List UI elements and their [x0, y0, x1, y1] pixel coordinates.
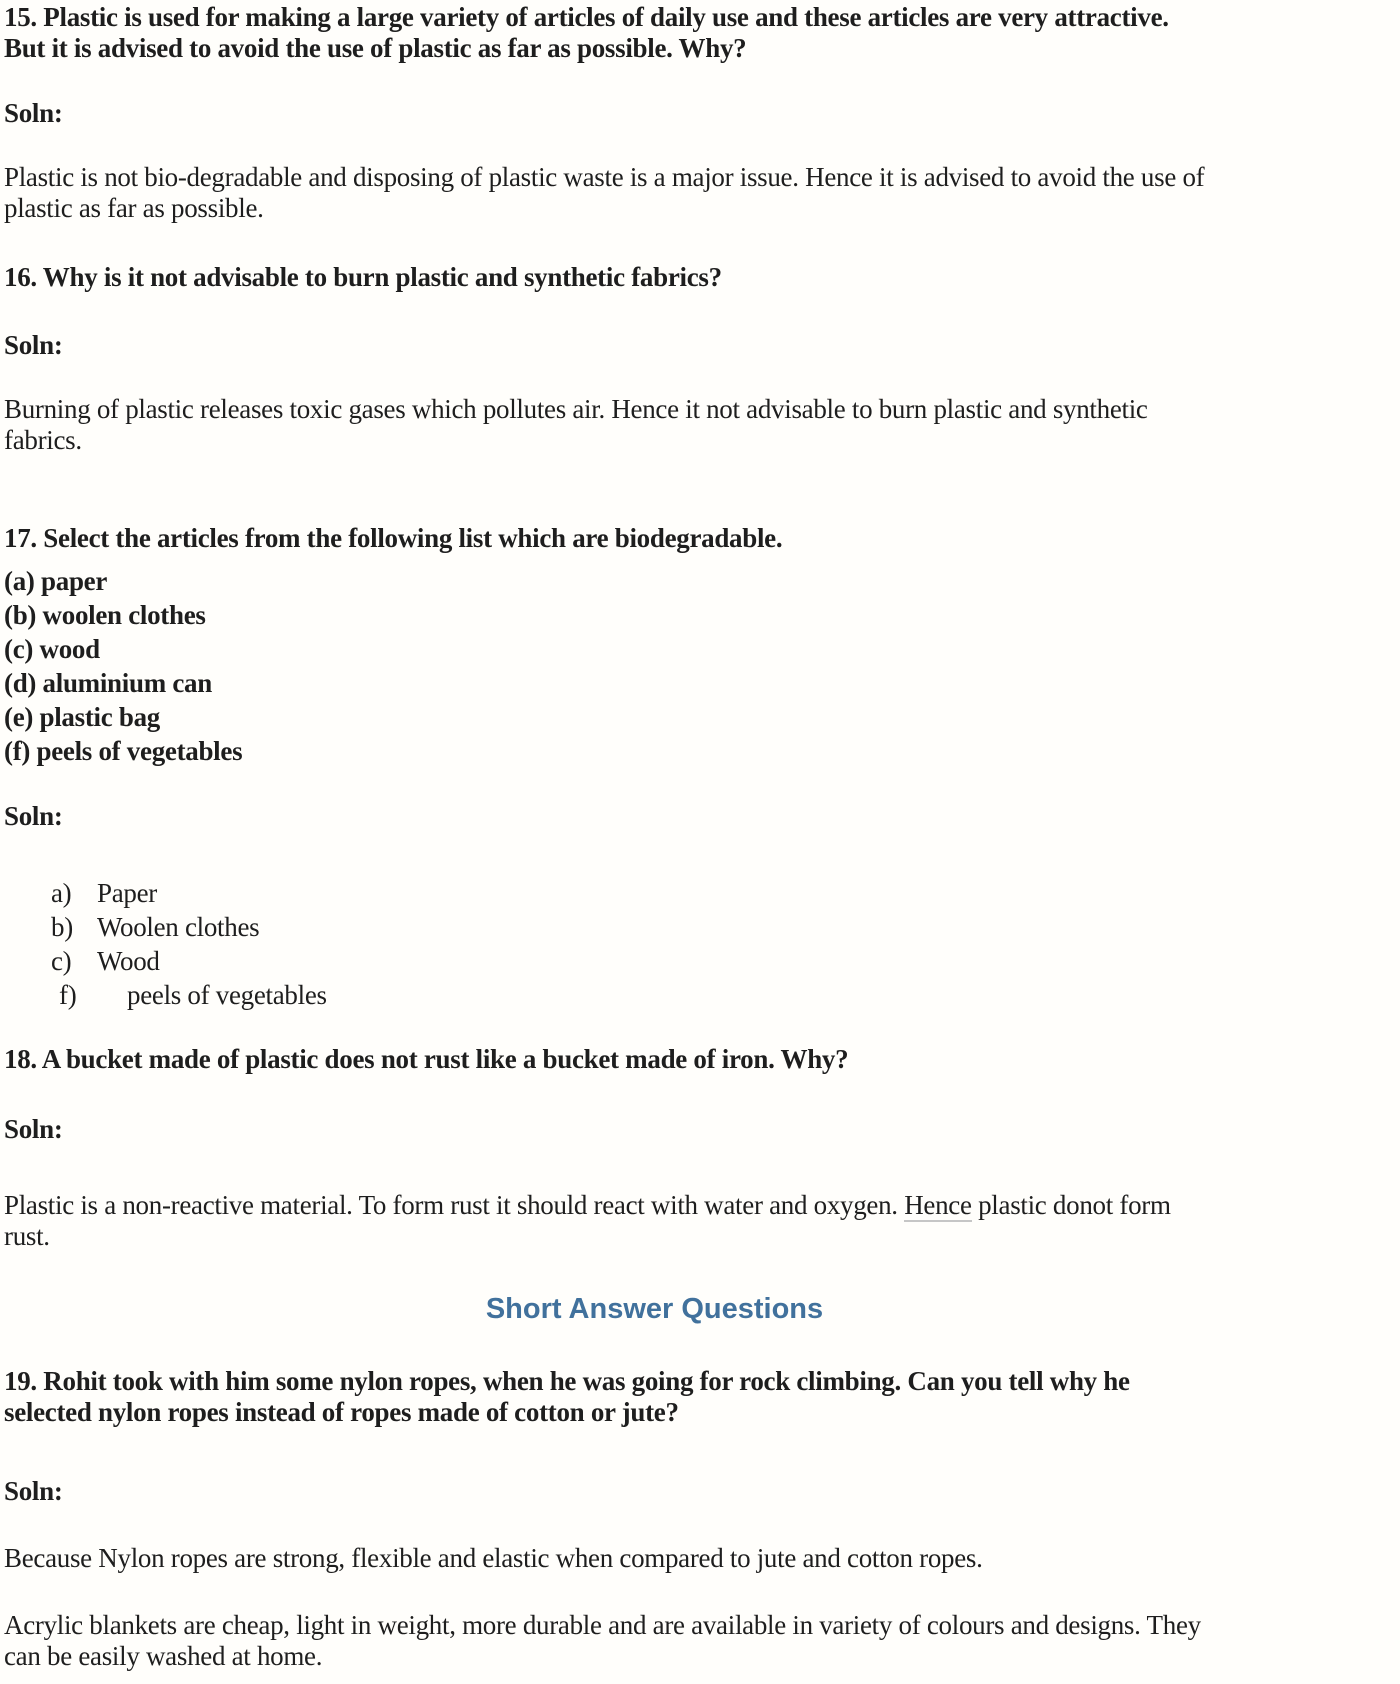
option-d: (d) aluminium can: [4, 668, 212, 698]
option-a: (a) paper: [4, 566, 108, 596]
answer-17-letter-a: a): [51, 878, 72, 908]
answer-15-line-2: plastic as far as possible.: [4, 193, 264, 223]
answer-18-post: plastic donot form: [971, 1190, 1171, 1220]
question-17-text: 17. Select the articles from the following list which are biodegradable.: [4, 523, 783, 553]
question-17: [4, 523, 1400, 554]
question-19: [4, 1366, 1400, 1428]
answer-17-list: [4, 876, 1400, 1012]
answer-16-line-2: fabrics.: [4, 425, 82, 455]
answer-17-letter-b: b): [51, 912, 73, 942]
soln-label-19: Soln:: [4, 1476, 63, 1506]
question-15: [4, 2, 1400, 64]
answer-18-line-2: rust.: [4, 1221, 50, 1251]
option-b: (b) woolen clothes: [4, 600, 206, 630]
answer-19-p2-line-2: can be easily washed at home.: [4, 1641, 323, 1671]
answer-18-line-1: [4, 1190, 1400, 1221]
answer-15-line-1: Plastic is not bio-degradable and disposing of plastic waste is a major issue. Hence it is advised to avoid the use of: [4, 162, 1205, 192]
answer-18-pre: Plastic is a non-reactive material. To form rust it should react with water and oxygen.: [4, 1190, 905, 1220]
option-c: (c) wood: [4, 634, 100, 664]
answer-17-item-f: [4, 978, 1400, 1012]
answer-16: [4, 394, 1400, 456]
question-17-options: [4, 564, 1400, 768]
soln-label-16: Soln:: [4, 330, 63, 360]
answer-17-item-a: [4, 876, 1400, 910]
answer-17-letter-f: f): [59, 980, 77, 1010]
answer-19-p2-line-1: Acrylic blankets are cheap, light in weight, more durable and are available in variety of colours and designs. They: [4, 1610, 1201, 1640]
answer-18-underlined-word: Hence: [904, 1190, 972, 1220]
option-f: (f) peels of vegetables: [4, 736, 243, 766]
question-19-line-2: selected nylon ropes instead of ropes made of cotton or jute?: [4, 1397, 679, 1427]
answer-18: [4, 1190, 1400, 1252]
section-heading-short-answer-questions: Short Answer Questions: [485, 1293, 824, 1325]
question-18: 18. A bucket made of plastic does not rust like a bucket made of iron. Why?: [4, 1044, 849, 1074]
question-15-line-2: But it is advised to avoid the use of plastic as far as possible. Why?: [4, 33, 747, 63]
soln-label-17: Soln:: [4, 801, 63, 831]
answer-17-item-c: [4, 944, 1400, 978]
soln-label-15: Soln:: [4, 98, 63, 128]
soln-label-18: Soln:: [4, 1114, 63, 1144]
answer-17-text-a: Paper: [97, 878, 157, 908]
answer-15: [4, 162, 1400, 224]
answer-16-line-1: Burning of plastic releases toxic gases which pollutes air. Hence it not advisable to burn plastic and synthetic: [4, 394, 1148, 424]
answer-19-paragraph-2: [4, 1610, 1400, 1672]
question-16: 16. Why is it not advisable to burn plastic and synthetic fabrics?: [4, 262, 722, 292]
answer-17-text-c: Wood: [97, 946, 160, 976]
answer-17-item-b: [4, 910, 1400, 944]
question-19-line-1: 19. Rohit took with him some nylon ropes, when he was going for rock climbing. Can you tell why he: [4, 1366, 1130, 1396]
answer-17-letter-c: c): [51, 946, 72, 976]
answer-17-text-f: peels of vegetables: [127, 980, 327, 1010]
answer-17-text-b: Woolen clothes: [97, 912, 260, 942]
option-e: (e) plastic bag: [4, 702, 160, 732]
question-15-line-1: 15. Plastic is used for making a large variety of articles of daily use and these articles are very attractive.: [4, 2, 1169, 32]
answer-19-paragraph-1: Because Nylon ropes are strong, flexible and elastic when compared to jute and cotton ropes.: [4, 1543, 983, 1573]
